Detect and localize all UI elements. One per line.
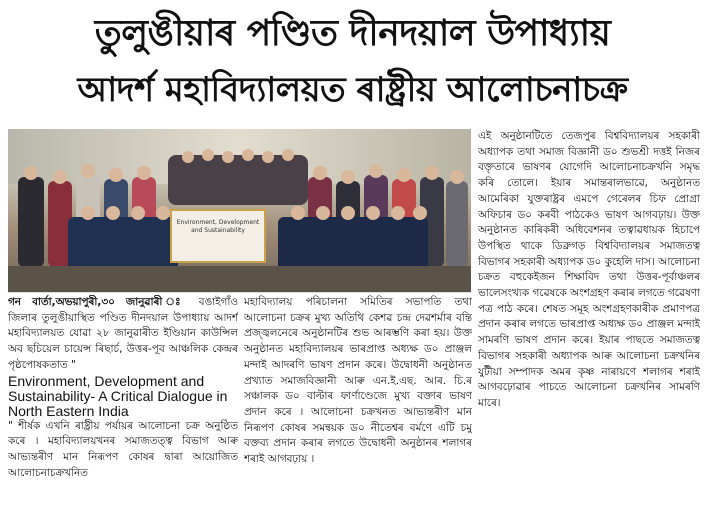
seminar-banner	[170, 209, 266, 263]
article-paragraph-intro: বঙাইগাঁও জিলাৰ তুলুঙীয়াস্থিত পণ্ডিত দীনদয়াল উপাধ্যায় আদৰ্শ মহাবিদ্যালয়ত যোৱা ২৮ জানুৱাৰীত ইণ্ডিয়ান কাউন্সিল অব ছচিয়েল চায়েন্স ৰিছাৰ্চ, উত্তৰ-পূব আঞ্চলিক কেন্দ্ৰৰ পৃষ্ঠপোষকতাত "	[8, 296, 238, 371]
headline-line-2: আদৰ্শ মহাবিদ্যালয়ত ৰাষ্ট্ৰীয় আলোচনাচক্ৰ	[77, 70, 628, 110]
article-column-left	[8, 295, 238, 517]
photo-floor	[8, 266, 471, 292]
article-paragraph-intro-cont: " শীৰ্ষক এখনি ৰাষ্ট্ৰীয় পৰ্যায়ৰ আলোচনা চক্ৰ অনুষ্ঠিত কৰে । মহাবিদ্যালয়খনৰ সমাজতত্ত্ব বিভাগ আৰু আভ্যন্তৰীণ মান নিৰূপণ কোষৰ দ্বাৰা আয়োজিত আলোচনাচক্ৰখনিত	[8, 419, 238, 479]
group-photo	[8, 129, 471, 292]
seminar-banner-text: Environment, Development and Sustainability	[176, 219, 260, 234]
article-paragraph-right: এই অনুষ্ঠানটিতে তেজপুৰ বিশ্ববিদ্যালয়ৰ সহকাৰী অধ্যাপক তথা সমাজ বিজ্ঞানী ড০ শুভশ্ৰী দত্তই নিজৰ বক্তৃতাৰে ভাষণৰ যোগেদি আলোচনাচক্ৰখনি সমৃদ্ধ কৰি তোলে। ইয়াৰ সমান্তৰালভাৱে, অনুষ্ঠানত আমেৰিকা যুক্তৰাষ্ট্ৰৰ এমপে গেৰেলৰ চিফ প্ৰোগ্ৰা অফিচাৰ ড০ কৰবী পাঠকেও ভাষণ আগবঢ়ায়। উক্ত অনুষ্ঠানত কাৰিকৰী অধিবেশনৰ তত্বাৱধায়ক হিচাপে উপস্থিত থাকে ডিব্ৰুগড় বিশ্ববিদ্যালয়ৰ সমাজতত্ব বিভাগৰ সহকাৰী অধ্যাপক ড০ কুহেলি দাস। আলোচনা চক্ৰত বহুকেইজন শিক্ষাবিদ তথা উত্তৰ-পূৰ্বাঞ্চলৰ ভালেসংখ্যক গৱেষকে অংশগ্ৰহণ কৰাৰ লগতে গৱেষণা পত্ৰ পাঠ কৰে। শেষত সমূহ অংশগ্ৰহণকাৰীক প্ৰমাণপত্ৰ প্ৰদান কৰাৰ লগতে ভাৰপ্ৰাপ্ত অধ্যক্ষ ড০ প্ৰাঞ্জল মন্দাই সামৰণি ভাষণ প্ৰদান কৰে। ইয়াৰ পাছতে সমাজতত্ব বিভাগৰ সহকাৰী অধ্যাপক আৰু আলোচনা চক্ৰখনিৰ যুটীয়া সম্পাদক অমৰ কৃষ্ণ নাৰায়ণে শলাগৰ শৰাই আগবঢ়োৱাৰ পাচতে আলোচনা চক্ৰখনিৰ সামৰণি মাৰে।	[478, 130, 700, 409]
headline-line-1: তুলুঙীয়াৰ পণ্ডিত দীনদয়াল উপাধ্যায়	[94, 13, 611, 54]
article-column-middle	[244, 295, 472, 517]
seminar-title-english: Environment, Development and Sustainability- A Critical Dialogue in North Eastern India	[8, 372, 228, 419]
article-paragraph-middle: মহাবিদ্যালয় পৰিচালনা সমিতিৰ সভাপতি তথা আলোচনা চক্ৰৰ মুখ্য অতিথি কেশৱ চন্দ্ৰ দেৱশৰ্মাৰ বন্তি প্ৰজ্জ্বলনেৰে অনুষ্ঠানটিৰ শুভ আৰম্ভণি কৰা হয়। উক্ত অনুষ্ঠানত মহাবিদ্যালয়ৰ ভাৰপ্ৰাপ্ত অধ্যক্ষ ড০ প্ৰাঞ্জল মন্দাই আদৰণি ভাষণ প্ৰদান কৰে। উদ্বোধনী অনুষ্ঠানত প্ৰখ্যাত সমাজবিজ্ঞানী আৰু এন.ই.এছ. আৰ. চি.ৰ সঞ্চালক ড০ বাল্টাৰ ফাৰ্ণাণ্ডেজে মুখ্য বক্তাৰ ভাষণ প্ৰদান কৰে । আলোচনা চক্ৰখনত আভ্যন্তৰীণ মান নিৰূপণ কোষৰ সমন্বয়ক ড০ নীতেশ্বৰ বৰ্মণে এটি চমু বক্তব্য প্ৰদান কৰাৰ লগতে উদ্বোধনী অনুষ্ঠানৰ শলাগৰ শৰাই আগবঢ়ায় ।	[244, 296, 472, 466]
article-headline	[0, 0, 705, 128]
photo-divider	[8, 292, 471, 293]
article-dateline: গন বাৰ্তা,অভয়াপুৰী,৩০ জানুৱাৰী ঃ	[8, 296, 188, 308]
article-column-right	[478, 129, 700, 514]
